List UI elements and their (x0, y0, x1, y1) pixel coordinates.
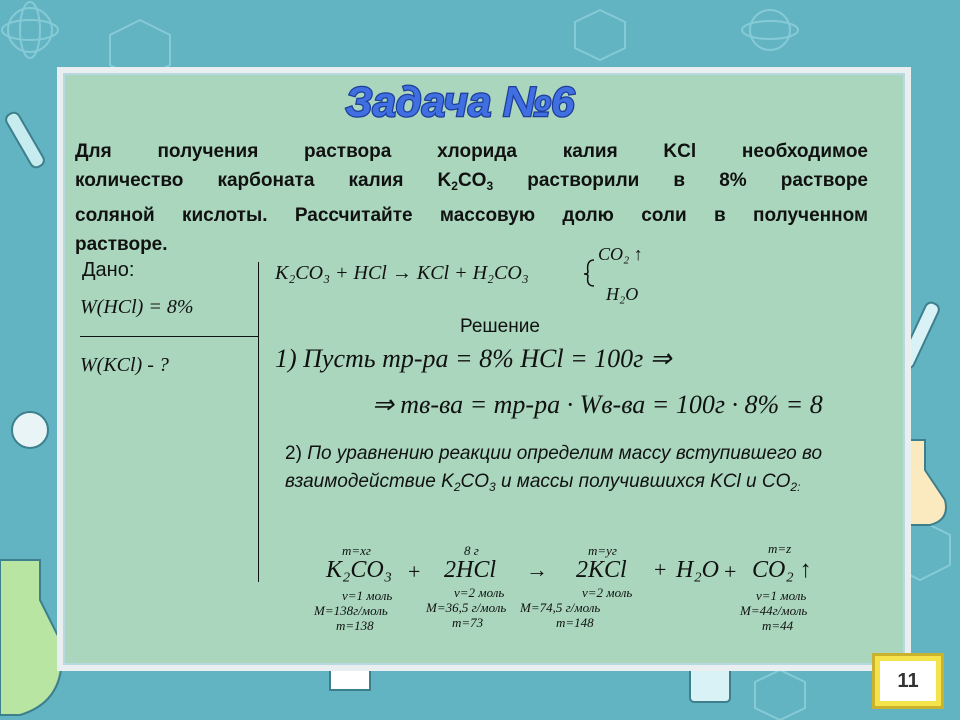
co2-mass: m=44 (762, 618, 794, 633)
hcl-mass: m=73 (452, 615, 484, 630)
problem-line-1: Для получения раствора хлорида калия KCl необходимое (75, 141, 868, 162)
k2co3-formula: K₂CO₃ (326, 557, 393, 583)
k2co3-molar-mass: M=138г/моль (314, 603, 388, 618)
hcl-moles: ν=2 моль (454, 585, 505, 600)
solution-label: Решение (460, 316, 540, 337)
problem-line-3: соляной кислоты. Рассчитайте массовую долю соли в полученном (75, 205, 868, 226)
kcl-mass-label: m=yг (588, 543, 618, 558)
reaction-equation: K₂CO₃ + HCl → KCl + H₂CO₃ (275, 262, 529, 284)
solution-step-1-line-2: ⇒ mв-ва = mр-ра · Wв-ва = 100г · 8% = 8 (372, 390, 823, 419)
plus-sign-1: + (408, 559, 421, 584)
co2-molar-mass: M=44г/моль (740, 603, 808, 618)
task-title (330, 72, 590, 132)
kcl-formula: 2KCl (576, 557, 627, 583)
h2o-formula: H₂O (676, 557, 720, 583)
given-w-hcl: W(HCl) = 8% (80, 296, 194, 318)
problem-text (75, 137, 868, 259)
plus-sign-2: + (654, 557, 667, 582)
given-w-kcl: W(KCl) - ? (80, 354, 169, 376)
hcl-molar-mass: M=36,5 г/моль (426, 600, 507, 615)
given-vertical-divider (258, 262, 259, 582)
k2co3-moles: ν=1 моль (342, 588, 393, 603)
kcl-molar-mass: M=74,5 г/моль (520, 600, 601, 615)
kcl-moles: ν=2 моль (582, 585, 633, 600)
co2-mass-label: m=z (768, 541, 792, 556)
given-label: Дано: (82, 259, 135, 281)
problem-line-2: количество карбоната калия $K_2CO_3$ растворили в 8% растворе (75, 170, 868, 193)
reaction-co2: CO₂ ↑ (598, 244, 643, 264)
page-number-badge (872, 653, 944, 709)
k2co3-mass: m=138 (336, 618, 374, 633)
reaction-h2o: H₂O (606, 284, 639, 304)
brace-icon (582, 258, 598, 288)
solution-step-1-line-1: 1) Пусть mр-ра = 8% HCl = 100г ⇒ (275, 344, 672, 373)
hcl-mass-label: 8 г (464, 543, 479, 558)
page-number: 11 (880, 661, 936, 701)
co2-moles: ν=1 моль (756, 588, 807, 603)
plus-sign-3: + (724, 559, 737, 584)
k2co3-mass-label: m=xг (342, 543, 372, 558)
task-title-text: Задача №6 (345, 78, 575, 125)
solution-step-2: 2) По уравнению реакции определим массу вступившего во взаимодействие $K_2CO_3$ и массы получившихся KCl и $CO_{2:}$ (285, 443, 823, 494)
kcl-mass: m=148 (556, 615, 594, 630)
problem-line-4: растворе. (75, 234, 168, 255)
hcl-formula: 2HCl (444, 557, 497, 583)
given-divider (80, 336, 258, 337)
reaction-arrow: → (526, 557, 548, 582)
co2-formula: CO₂ ↑ (752, 557, 812, 583)
